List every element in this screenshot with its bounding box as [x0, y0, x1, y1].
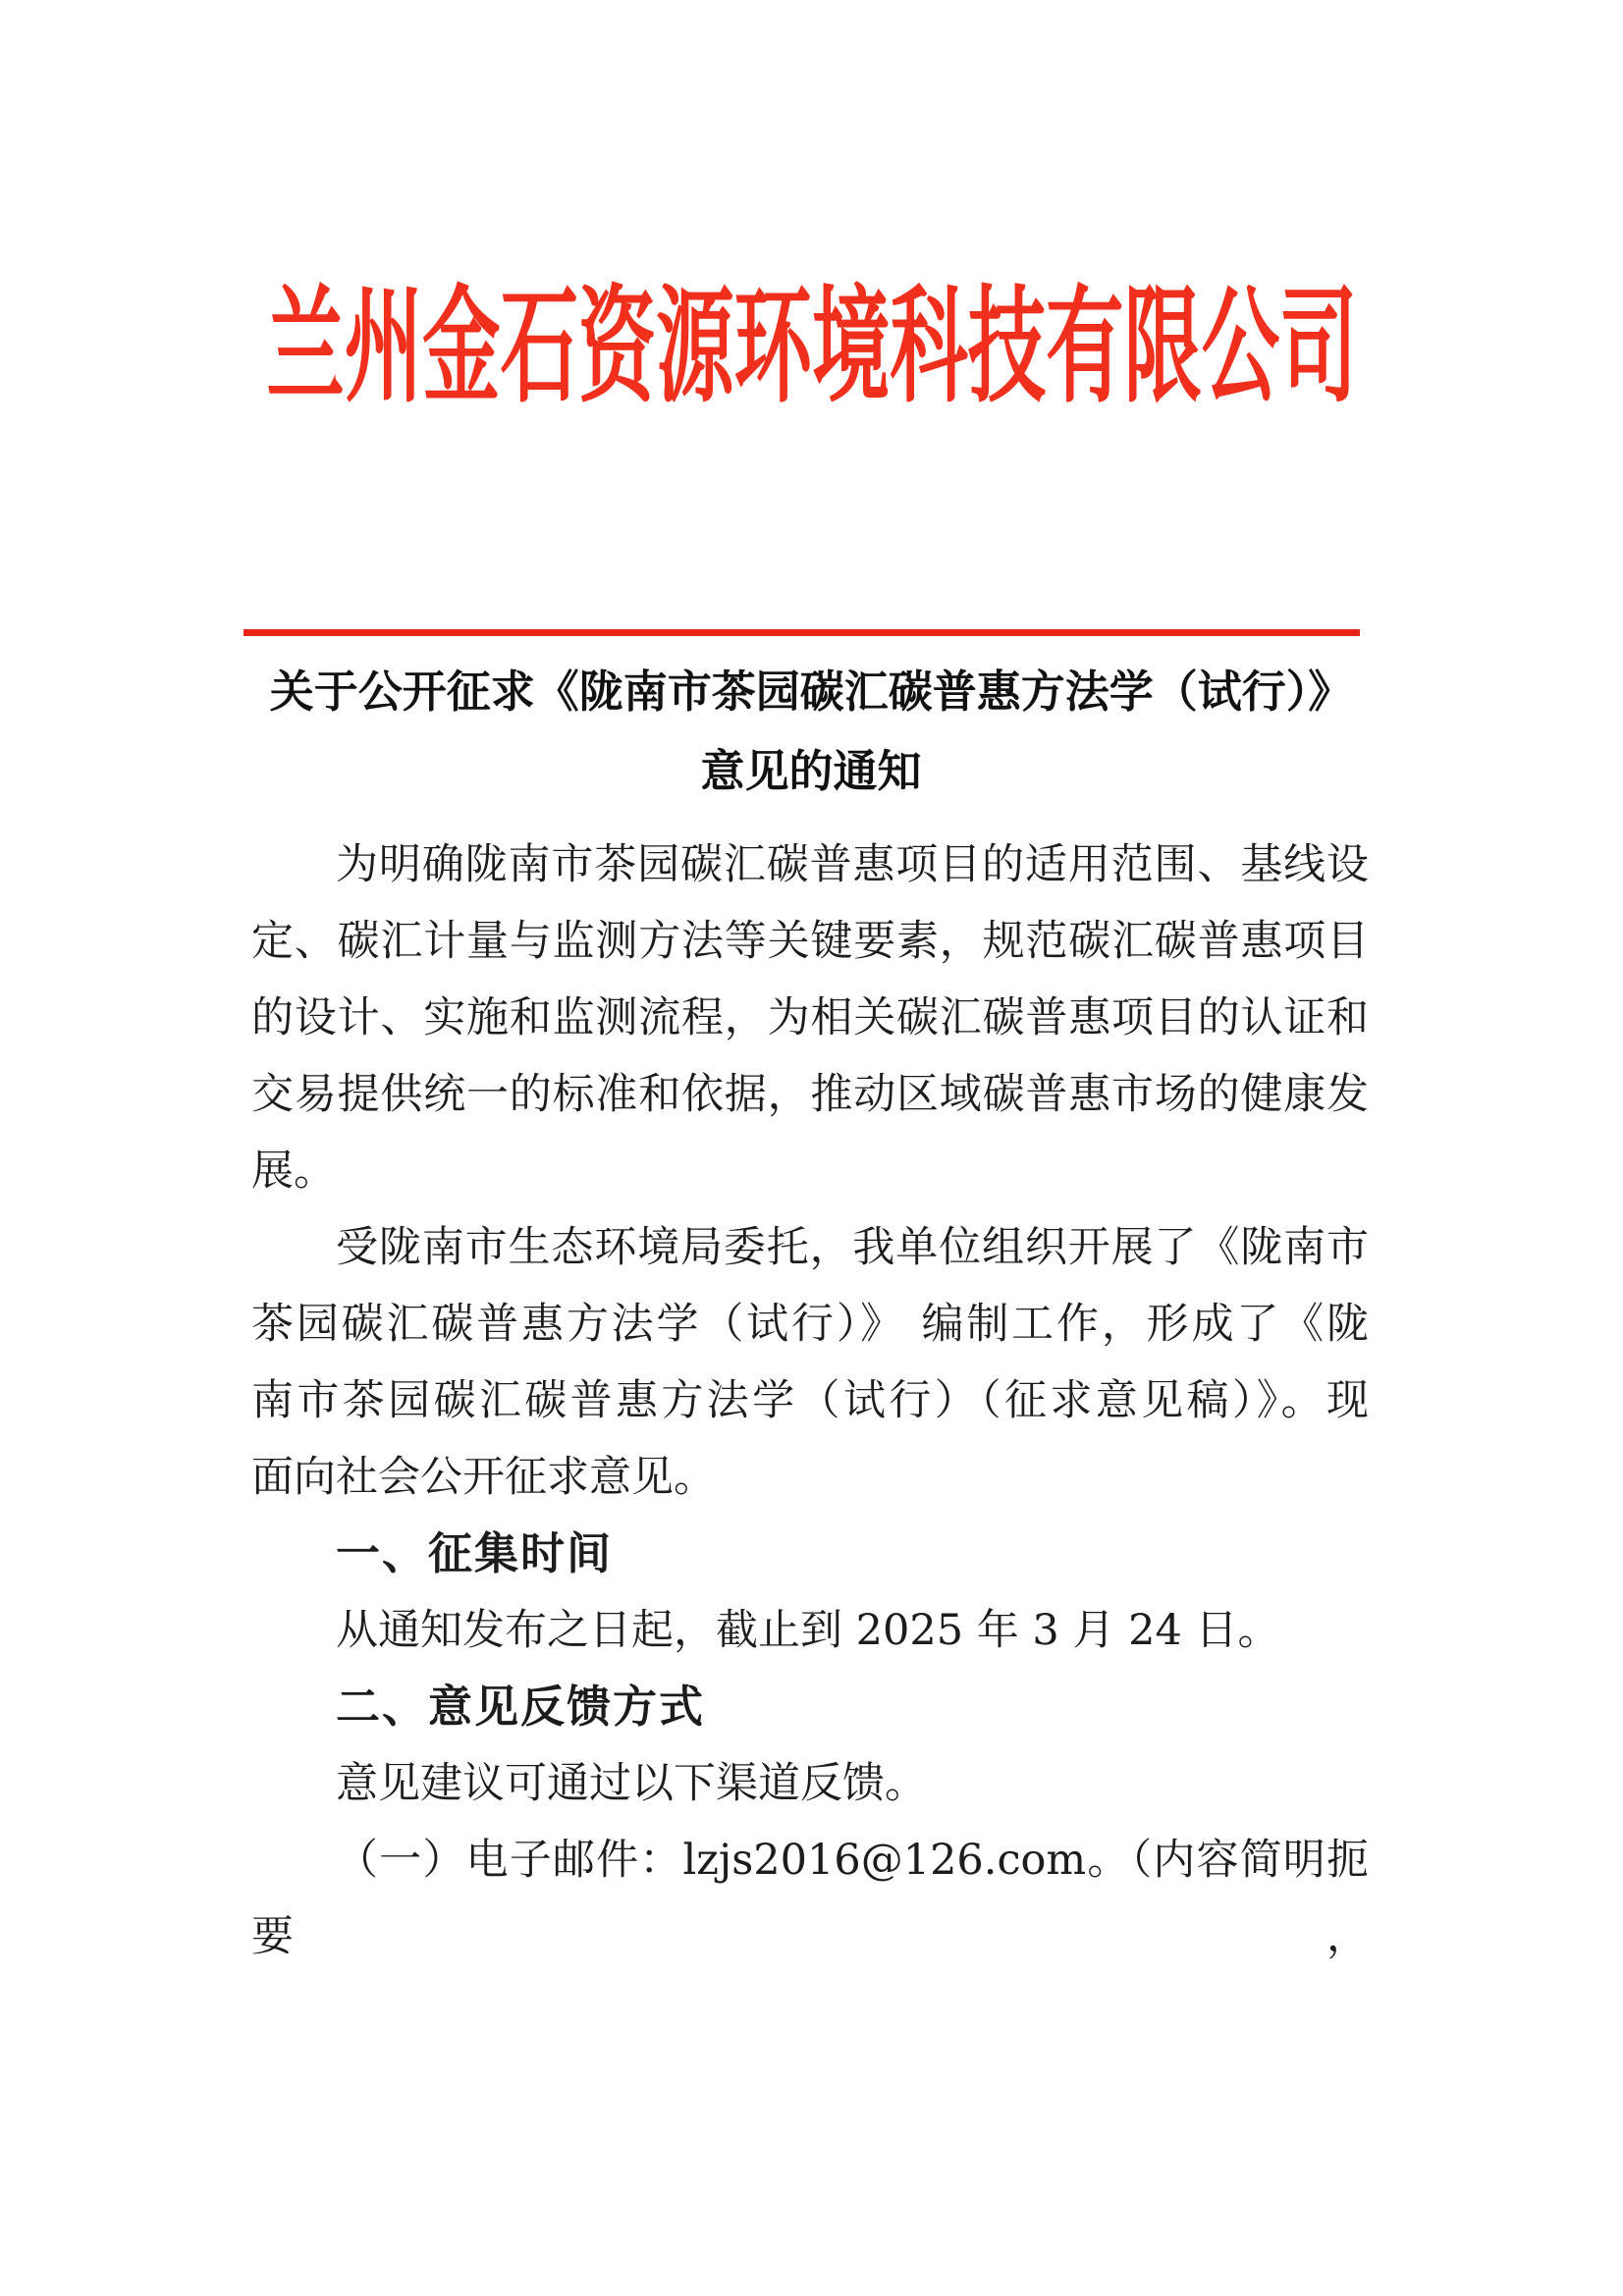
- document-body: [251, 827, 1369, 1975]
- body-line: 意见建议可通过以下渠道反馈。: [336, 1759, 927, 1808]
- section-heading-1: 一、征集时间: [336, 1527, 614, 1579]
- body-line: 的设计、实施和监测流程，为相关碳汇碳普惠项目的认证和: [251, 993, 1369, 1042]
- body-line-email: （一）电子邮件：lzjs2016@126.com。（内容简明扼要，: [251, 1836, 1369, 1961]
- body-line-deadline: 从通知发布之日起，截止到 2025 年 3 月 24 日。: [336, 1606, 1280, 1655]
- red-divider-line: [243, 629, 1360, 636]
- company-letterhead: [0, 273, 1623, 420]
- document-title-line1: 关于公开征求《陇南市茶园碳汇碳普惠方法学（试行）》: [269, 666, 1353, 718]
- body-line: 展。: [251, 1147, 336, 1196]
- document-title-line2: 意见的通知: [700, 745, 922, 797]
- section-heading-2: 二、意见反馈方式: [336, 1681, 706, 1733]
- body-line: 为明确陇南市茶园碳汇碳普惠项目的适用范围、基线设: [336, 840, 1369, 889]
- body-line: 南市茶园碳汇碳普惠方法学（试行）（征求意见稿）》。现: [251, 1376, 1369, 1425]
- document-title: [251, 652, 1371, 811]
- body-line: 定、碳汇计量与监测方法等关键要素，规范碳汇碳普惠项目: [251, 917, 1369, 966]
- body-line: 交易提供统一的标准和依据，推动区域碳普惠市场的健康发: [251, 1070, 1369, 1119]
- company-name: 兰州金石资源环境科技有限公司: [265, 273, 1358, 420]
- body-line: 受陇南市生态环境局委托，我单位组织开展了《陇南市: [336, 1223, 1369, 1272]
- body-line: 茶园碳汇碳普惠方法学（试行）》 编制工作，形成了《陇: [251, 1300, 1369, 1349]
- body-line: 面向社会公开征求意见。: [251, 1453, 716, 1502]
